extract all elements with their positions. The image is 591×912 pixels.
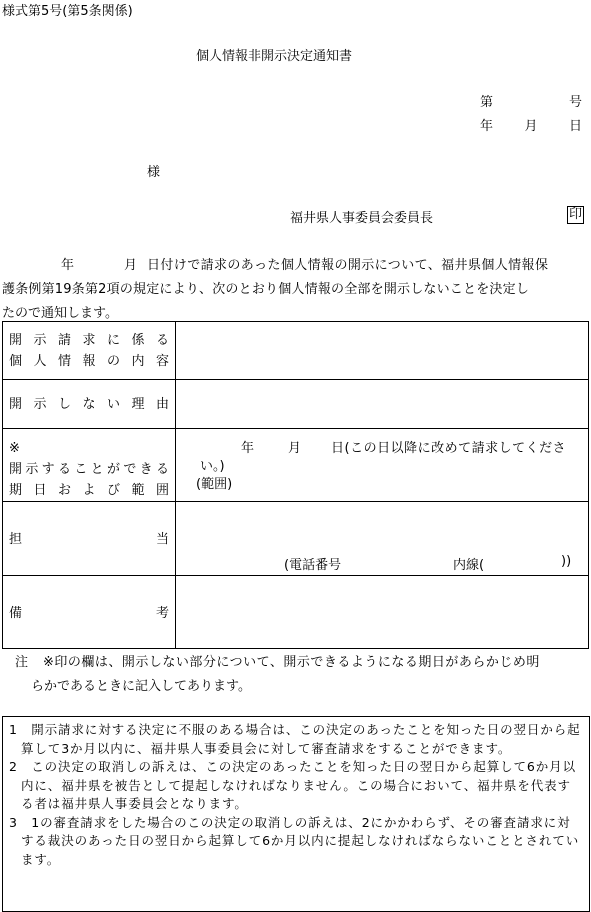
form-number: 様式第5号(第5条関係) [2, 4, 133, 19]
row-contact-label [3, 502, 176, 576]
contact-value-cell [176, 502, 589, 576]
reason-value-cell [176, 380, 589, 429]
asterisk-mark: ※ [9, 441, 20, 456]
row3-range: (範囲) [196, 477, 233, 492]
extension-label: 内線( [453, 558, 485, 573]
label-remarks-b: 考 [155, 606, 169, 621]
recipient-honorific: 様 [147, 165, 161, 180]
row-contact [3, 502, 589, 576]
body-year: 年 [61, 258, 75, 273]
label-date-a: 開示することができる [9, 462, 169, 477]
body-month: 月 [124, 258, 138, 273]
instruction-item: 1 開示請求に対する決定に不服のある場合は、この決定のあったことを知った日の翌日から起算して3か月以内に、福井県人事委員会に対して審査請求をすることができます。 [9, 722, 581, 756]
label-content-a: 開示請求に係る [9, 333, 169, 348]
instruction-item: 2 この決定の取消しの訴えは、この決定のあったことを知った日の翌日から起算して6か月以内に、福井県を被告として提起しなければなりません。この場合において、福井県を代表する者は福井県人事委員会となります。 [9, 759, 576, 811]
document-number-line [480, 91, 582, 110]
phone-label: (電話番号 [284, 558, 342, 573]
row3-value-b: い。) [200, 459, 225, 474]
label-reason: 開示しない理由 [9, 397, 169, 412]
appeal-instructions-box [2, 716, 590, 912]
date-month: 月 [524, 119, 538, 134]
row-remarks-label [3, 576, 176, 649]
document-title: 個人情報非開示決定通知書 [196, 49, 353, 64]
body-line-2: 護条例第19条第2項の規定により、次のとおり個人情報の全部を開示しないことを決定し [2, 282, 530, 297]
disclosure-table [2, 321, 589, 649]
date-day: 日 [568, 119, 582, 134]
row-date-label [3, 429, 176, 502]
row-remarks [3, 576, 589, 649]
date-year: 年 [480, 119, 494, 134]
note-line-1: ※印の欄は、開示しない部分について、開示できるようになる期日があらかじめ明 [43, 655, 540, 670]
row-reason-label [3, 380, 176, 429]
date-value-cell [176, 429, 589, 502]
label-date-b: 期日および範囲 [9, 483, 169, 498]
number-prefix: 第 [480, 95, 494, 110]
instruction-item: 3 1の審査請求をした場合のこの決定の取消しの訴えは、2にかかわらず、その審査請求に対する裁決のあった日の翌日から起算して6か月以内に提起しなければならないこととされています。 [9, 814, 580, 867]
extension-close: )) [561, 554, 572, 569]
row-content-label [3, 322, 176, 380]
label-content-b: 個人情報の内容 [9, 354, 169, 369]
note-line-2: らかであるときに記入してあります。 [31, 679, 251, 694]
issuer-name: 福井県人事委員会委員長 [290, 211, 434, 226]
row-content [3, 322, 589, 380]
seal-mark: 印 [569, 207, 583, 222]
body-line-3: たので通知します。 [2, 306, 118, 321]
row3-year: 年 [241, 441, 255, 456]
label-contact-b: 当 [155, 532, 169, 547]
number-suffix: 号 [568, 95, 582, 110]
row3-month: 月 [288, 441, 302, 456]
body-line-1: 日付けで請求のあった個人情報の開示について、福井県個人情報保 [147, 258, 549, 273]
row-disclosure-date [3, 429, 589, 502]
label-remarks-a: 備 [9, 606, 23, 621]
content-value-cell [176, 322, 589, 380]
row3-value-a: 日(この日以降に改めて請求してくださ [331, 441, 567, 456]
note-prefix: 注 [15, 655, 29, 670]
document-date-line [480, 115, 582, 134]
label-contact-a: 担 [9, 532, 23, 547]
remarks-value-cell [176, 576, 589, 649]
row-reason [3, 380, 589, 429]
